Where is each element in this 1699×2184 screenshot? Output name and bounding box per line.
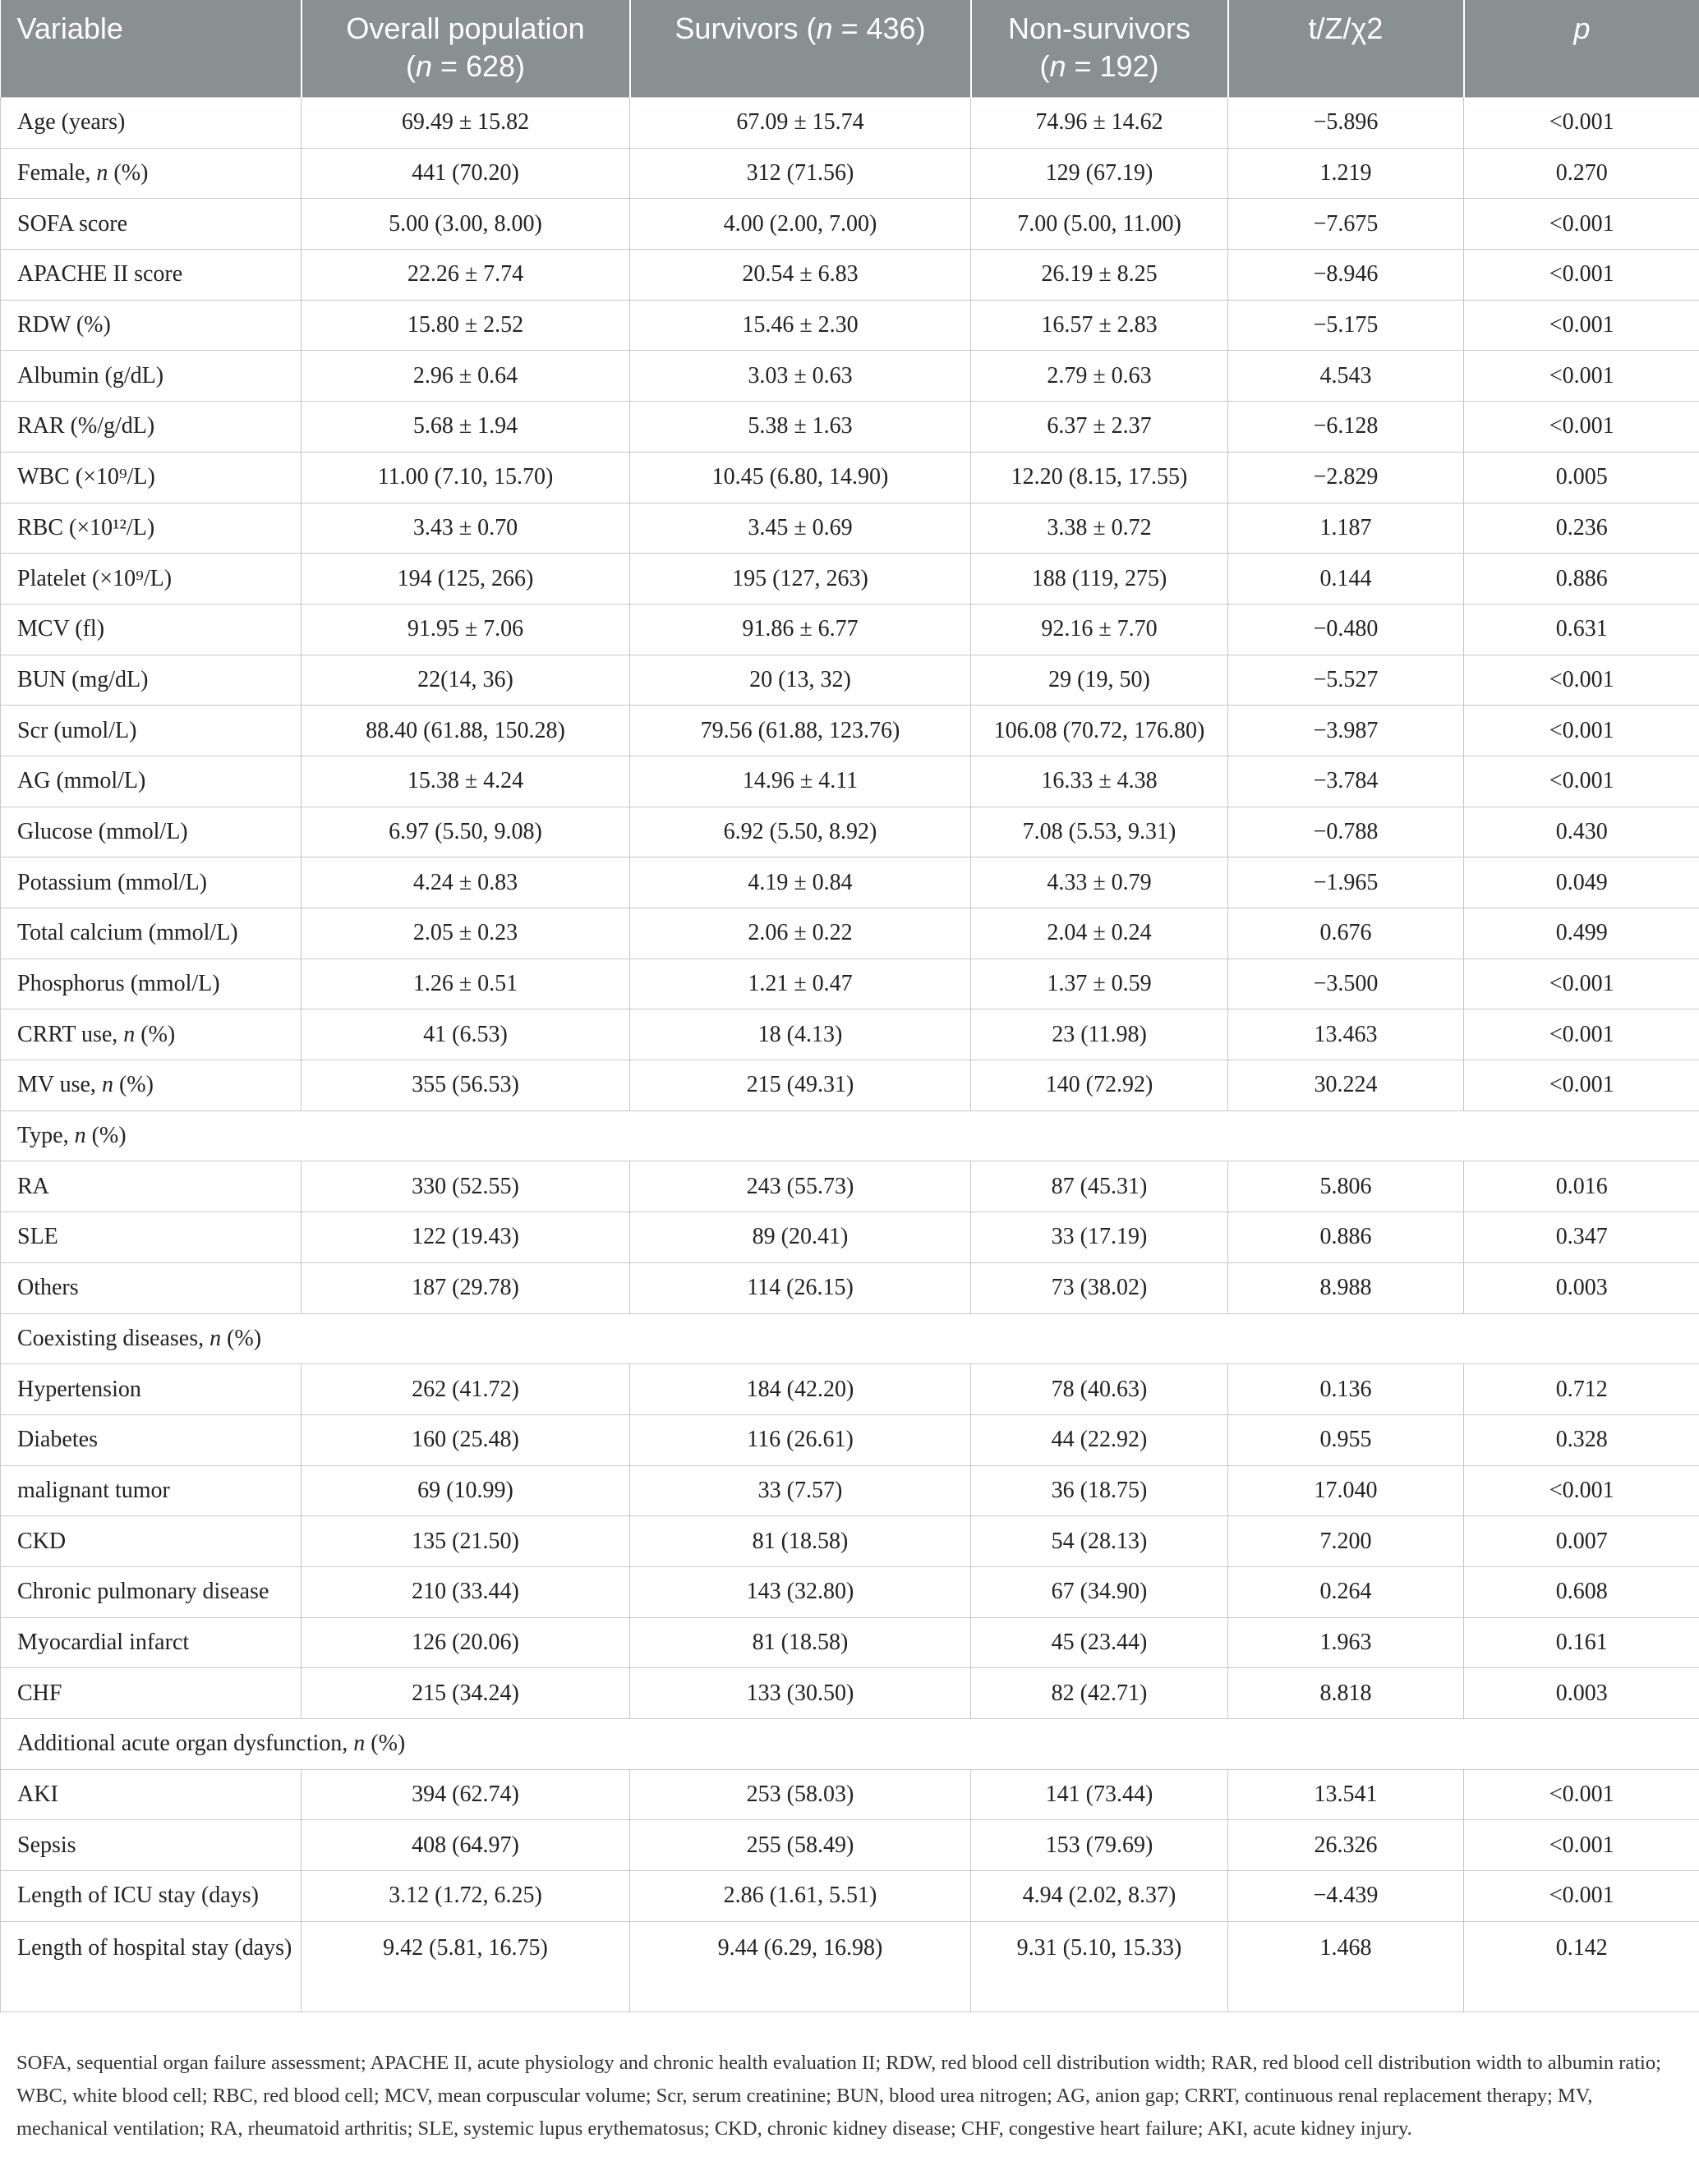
cell-overall: 408 (64.97) (302, 1820, 630, 1871)
cell-non-survivors: 74.96 ± 14.62 (971, 98, 1228, 149)
cell-p-value: 0.049 (1464, 858, 1699, 908)
cell-variable: Chronic pulmonary disease (1, 1566, 302, 1617)
cell-statistic: 0.136 (1228, 1364, 1464, 1415)
cell-p-value: 0.608 (1464, 1566, 1699, 1617)
cell-non-survivors: 29 (19, 50) (971, 655, 1228, 706)
cell-statistic: −7.675 (1228, 199, 1464, 250)
cell-variable: BUN (mg/dL) (1, 655, 302, 706)
cell-survivors: 18 (4.13) (630, 1009, 971, 1060)
cell-non-survivors: 78 (40.63) (971, 1364, 1228, 1415)
cell-overall: 3.12 (1.72, 6.25) (302, 1871, 630, 1922)
cell-variable: Others (1, 1262, 302, 1313)
cell-p-value: 0.328 (1464, 1414, 1699, 1465)
cell-variable: Female, n (%) (1, 148, 302, 199)
table-row (1, 1516, 1699, 1567)
cell-variable: Length of ICU stay (days) (1, 1871, 302, 1922)
cell-survivors: 9.44 (6.29, 16.98) (630, 1921, 971, 2012)
table-row (1, 250, 1699, 301)
cell-overall: 9.42 (5.81, 16.75) (302, 1921, 630, 2012)
cell-variable: Length of hospital stay (days) (1, 1921, 302, 2012)
cell-p-value: 0.499 (1464, 908, 1699, 959)
cell-statistic: −6.128 (1228, 402, 1464, 453)
cell-p-value: 0.631 (1464, 604, 1699, 655)
header-non-survivors-line1: Non-survivors (1007, 11, 1191, 45)
table-row (1, 1364, 1699, 1415)
cell-statistic: −3.500 (1228, 959, 1464, 1009)
table-row (1, 959, 1699, 1009)
cell-survivors: 143 (32.80) (630, 1566, 971, 1617)
cell-p-value: 0.003 (1464, 1262, 1699, 1313)
cell-non-survivors: 33 (17.19) (971, 1212, 1228, 1263)
cell-overall: 91.95 ± 7.06 (302, 604, 630, 655)
cell-overall: 1.26 ± 0.51 (302, 959, 630, 1009)
cell-variable: SOFA score (1, 199, 302, 250)
cell-p-value: <0.001 (1464, 300, 1699, 351)
table-row (1, 554, 1699, 605)
cell-overall: 15.80 ± 2.52 (302, 300, 630, 351)
cell-p-value: <0.001 (1464, 199, 1699, 250)
table-group-row (1, 1110, 1699, 1161)
cell-variable: MV use, n (%) (1, 1060, 302, 1111)
table-row (1, 452, 1699, 503)
header-overall (302, 0, 630, 98)
cell-non-survivors: 2.79 ± 0.63 (971, 351, 1228, 402)
cell-statistic: −5.527 (1228, 655, 1464, 706)
cell-overall: 2.05 ± 0.23 (302, 908, 630, 959)
table-row (1, 402, 1699, 453)
cell-survivors: 3.03 ± 0.63 (630, 351, 971, 402)
cell-p-value: <0.001 (1464, 1871, 1699, 1922)
cell-p-value: <0.001 (1464, 706, 1699, 756)
cell-statistic: −0.480 (1228, 604, 1464, 655)
cell-statistic: −0.788 (1228, 807, 1464, 858)
cell-statistic: −1.965 (1228, 858, 1464, 908)
cell-survivors: 91.86 ± 6.77 (630, 604, 971, 655)
cell-variable: Platelet (×10⁹/L) (1, 554, 302, 605)
cell-statistic: −5.896 (1228, 98, 1464, 149)
cell-variable: CHF (1, 1668, 302, 1719)
cell-non-survivors: 1.37 ± 0.59 (971, 959, 1228, 1009)
cell-statistic: 1.468 (1228, 1921, 1464, 2012)
cell-overall: 22(14, 36) (302, 655, 630, 706)
cell-variable: Phosphorus (mmol/L) (1, 959, 302, 1009)
cell-p-value: <0.001 (1464, 351, 1699, 402)
cell-statistic: −2.829 (1228, 452, 1464, 503)
cell-survivors: 1.21 ± 0.47 (630, 959, 971, 1009)
table-row (1, 807, 1699, 858)
table-row (1, 1871, 1699, 1922)
cell-statistic: 0.676 (1228, 908, 1464, 959)
cell-non-survivors: 6.37 ± 2.37 (971, 402, 1228, 453)
cell-variable: MCV (fl) (1, 604, 302, 655)
cell-p-value: <0.001 (1464, 402, 1699, 453)
cell-survivors: 255 (58.49) (630, 1820, 971, 1871)
cell-survivors: 4.19 ± 0.84 (630, 858, 971, 908)
cell-non-survivors: 16.33 ± 4.38 (971, 756, 1228, 807)
cell-overall: 210 (33.44) (302, 1566, 630, 1617)
cell-variable: Glucose (mmol/L) (1, 807, 302, 858)
cell-p-value: <0.001 (1464, 1009, 1699, 1060)
cell-overall: 15.38 ± 4.24 (302, 756, 630, 807)
cell-p-value: 0.003 (1464, 1668, 1699, 1719)
cell-variable: RBC (×10¹²/L) (1, 503, 302, 554)
table-row (1, 756, 1699, 807)
cell-p-value: 0.007 (1464, 1516, 1699, 1567)
cell-statistic: 1.187 (1228, 503, 1464, 554)
cell-variable: Potassium (mmol/L) (1, 858, 302, 908)
cell-statistic: −4.439 (1228, 1871, 1464, 1922)
cell-non-survivors: 4.33 ± 0.79 (971, 858, 1228, 908)
cell-statistic: 0.144 (1228, 554, 1464, 605)
cell-survivors: 81 (18.58) (630, 1516, 971, 1567)
cell-statistic: 30.224 (1228, 1060, 1464, 1111)
header-p-value: p (1464, 0, 1699, 98)
cell-statistic: 5.806 (1228, 1161, 1464, 1212)
cell-survivors: 10.45 (6.80, 14.90) (630, 452, 971, 503)
cell-non-survivors: 7.08 (5.53, 9.31) (971, 807, 1228, 858)
cell-p-value: 0.712 (1464, 1364, 1699, 1415)
cell-non-survivors: 26.19 ± 8.25 (971, 250, 1228, 301)
cell-variable: Myocardial infarct (1, 1617, 302, 1668)
cell-overall: 22.26 ± 7.74 (302, 250, 630, 301)
cell-non-survivors: 92.16 ± 7.70 (971, 604, 1228, 655)
table-row (1, 1566, 1699, 1617)
cell-survivors: 15.46 ± 2.30 (630, 300, 971, 351)
cell-p-value: <0.001 (1464, 98, 1699, 149)
cell-variable: Age (years) (1, 98, 302, 149)
cell-non-survivors: 73 (38.02) (971, 1262, 1228, 1313)
header-survivors: Survivors (n = 436) (630, 0, 971, 98)
cell-statistic: 7.200 (1228, 1516, 1464, 1567)
cell-statistic: −3.987 (1228, 706, 1464, 756)
group-label: Additional acute organ dysfunction, n (%) (1, 1719, 1699, 1770)
cell-non-survivors: 82 (42.71) (971, 1668, 1228, 1719)
cell-survivors: 133 (30.50) (630, 1668, 971, 1719)
cell-overall: 330 (52.55) (302, 1161, 630, 1212)
cell-non-survivors: 141 (73.44) (971, 1769, 1228, 1820)
cell-variable: Diabetes (1, 1414, 302, 1465)
cell-statistic: −8.946 (1228, 250, 1464, 301)
table-row (1, 1769, 1699, 1820)
cell-overall: 69 (10.99) (302, 1465, 630, 1516)
cell-variable: RA (1, 1161, 302, 1212)
cell-overall: 5.68 ± 1.94 (302, 402, 630, 453)
cell-p-value: 0.886 (1464, 554, 1699, 605)
cell-statistic: −5.175 (1228, 300, 1464, 351)
table-row (1, 655, 1699, 706)
table-row (1, 148, 1699, 199)
cell-statistic: 26.326 (1228, 1820, 1464, 1871)
cell-variable: CRRT use, n (%) (1, 1009, 302, 1060)
cell-overall: 4.24 ± 0.83 (302, 858, 630, 908)
cell-p-value: <0.001 (1464, 1465, 1699, 1516)
cell-variable: AKI (1, 1769, 302, 1820)
cell-p-value: <0.001 (1464, 756, 1699, 807)
cell-p-value: 0.430 (1464, 807, 1699, 858)
table-row (1, 1414, 1699, 1465)
cell-non-survivors: 54 (28.13) (971, 1516, 1228, 1567)
cell-statistic: −3.784 (1228, 756, 1464, 807)
cell-statistic: 8.818 (1228, 1668, 1464, 1719)
table-row (1, 1212, 1699, 1263)
cell-non-survivors: 129 (67.19) (971, 148, 1228, 199)
cell-statistic: 4.543 (1228, 351, 1464, 402)
cell-non-survivors: 44 (22.92) (971, 1414, 1228, 1465)
table-row (1, 706, 1699, 756)
table-row (1, 199, 1699, 250)
cell-overall: 355 (56.53) (302, 1060, 630, 1111)
table-row (1, 300, 1699, 351)
cell-overall: 187 (29.78) (302, 1262, 630, 1313)
cell-survivors: 243 (55.73) (630, 1161, 971, 1212)
cell-overall: 6.97 (5.50, 9.08) (302, 807, 630, 858)
cell-non-survivors: 2.04 ± 0.24 (971, 908, 1228, 959)
cell-statistic: 0.955 (1228, 1414, 1464, 1465)
cell-non-survivors: 16.57 ± 2.83 (971, 300, 1228, 351)
table-group-row (1, 1719, 1699, 1770)
cell-variable: RDW (%) (1, 300, 302, 351)
cell-overall: 41 (6.53) (302, 1009, 630, 1060)
cell-survivors: 312 (71.56) (630, 148, 971, 199)
cell-survivors: 215 (49.31) (630, 1060, 971, 1111)
table-group-row (1, 1313, 1699, 1364)
cell-survivors: 81 (18.58) (630, 1617, 971, 1668)
cell-p-value: <0.001 (1464, 1820, 1699, 1871)
cell-overall: 215 (34.24) (302, 1668, 630, 1719)
cell-non-survivors: 140 (72.92) (971, 1060, 1228, 1111)
cell-survivors: 14.96 ± 4.11 (630, 756, 971, 807)
cell-p-value: <0.001 (1464, 250, 1699, 301)
cell-overall: 394 (62.74) (302, 1769, 630, 1820)
cell-variable: Albumin (g/dL) (1, 351, 302, 402)
table-row (1, 503, 1699, 554)
cell-p-value: <0.001 (1464, 1060, 1699, 1111)
cell-variable: malignant tumor (1, 1465, 302, 1516)
cell-variable: RAR (%/g/dL) (1, 402, 302, 453)
table-row (1, 1161, 1699, 1212)
cell-overall: 11.00 (7.10, 15.70) (302, 452, 630, 503)
cell-overall: 441 (70.20) (302, 148, 630, 199)
cell-p-value: 0.005 (1464, 452, 1699, 503)
cell-overall: 2.96 ± 0.64 (302, 351, 630, 402)
group-label: Coexisting diseases, n (%) (1, 1313, 1699, 1364)
group-label: Type, n (%) (1, 1110, 1699, 1161)
table-row (1, 604, 1699, 655)
cell-variable: CKD (1, 1516, 302, 1567)
table-row (1, 1668, 1699, 1719)
table-row (1, 1921, 1699, 2012)
cell-survivors: 5.38 ± 1.63 (630, 402, 971, 453)
cell-overall: 122 (19.43) (302, 1212, 630, 1263)
table-row (1, 98, 1699, 149)
table-row (1, 1009, 1699, 1060)
cell-non-survivors: 153 (79.69) (971, 1820, 1228, 1871)
table-row (1, 1820, 1699, 1871)
header-non-survivors (971, 0, 1228, 98)
cell-non-survivors: 67 (34.90) (971, 1566, 1228, 1617)
cell-survivors: 89 (20.41) (630, 1212, 971, 1263)
cell-survivors: 20 (13, 32) (630, 655, 971, 706)
cell-variable: Total calcium (mmol/L) (1, 908, 302, 959)
cell-non-survivors: 106.08 (70.72, 176.80) (971, 706, 1228, 756)
cell-survivors: 195 (127, 263) (630, 554, 971, 605)
table-body (1, 98, 1699, 2012)
cell-p-value: 0.347 (1464, 1212, 1699, 1263)
cell-overall: 194 (125, 266) (302, 554, 630, 605)
cell-non-survivors: 9.31 (5.10, 15.33) (971, 1921, 1228, 2012)
cell-variable: SLE (1, 1212, 302, 1263)
cell-overall: 5.00 (3.00, 8.00) (302, 199, 630, 250)
cell-p-value: <0.001 (1464, 959, 1699, 1009)
cell-variable: AG (mmol/L) (1, 756, 302, 807)
cell-survivors: 116 (26.61) (630, 1414, 971, 1465)
cell-non-survivors: 12.20 (8.15, 17.55) (971, 452, 1228, 503)
cell-survivors: 114 (26.15) (630, 1262, 971, 1313)
cell-overall: 262 (41.72) (302, 1364, 630, 1415)
cell-p-value: 0.161 (1464, 1617, 1699, 1668)
table-row (1, 1262, 1699, 1313)
cell-p-value: 0.016 (1464, 1161, 1699, 1212)
cell-overall: 3.43 ± 0.70 (302, 503, 630, 554)
cell-survivors: 20.54 ± 6.83 (630, 250, 971, 301)
table-header (1, 0, 1699, 98)
cell-non-survivors: 87 (45.31) (971, 1161, 1228, 1212)
cell-p-value: 0.142 (1464, 1921, 1699, 2012)
cell-survivors: 253 (58.03) (630, 1769, 971, 1820)
header-statistic: t/Z/χ2 (1228, 0, 1464, 98)
header-overall-line2: (n = 628) (405, 49, 526, 83)
cell-non-survivors: 36 (18.75) (971, 1465, 1228, 1516)
cell-statistic: 0.886 (1228, 1212, 1464, 1263)
cell-non-survivors: 23 (11.98) (971, 1009, 1228, 1060)
header-variable: Variable (1, 0, 302, 98)
header-row (1, 0, 1699, 98)
table-footnote: SOFA, sequential organ failure assessment; APACHE II, acute physiology and chronic health evaluation II; RDW, red blood cell distribution width; RAR, red blood cell distribution width to albumin ratio; WBC, white blood cell; RBC, red blood cell; MCV, mean corpuscular volume; Scr, serum creatinine; BUN, blood urea nitrogen; AG, anion gap; CRRT, continuous renal replacement therapy; MV, mechanical ventilation; RA, rheumatoid arthritis; SLE, systemic lupus erythematosus; CKD, chronic kidney disease; CHF, congestive heart failure; AKI, acute kidney injury. (16, 2051, 1661, 2140)
cell-statistic: 0.264 (1228, 1566, 1464, 1617)
cell-survivors: 33 (7.57) (630, 1465, 971, 1516)
cell-survivors: 2.06 ± 0.22 (630, 908, 971, 959)
cell-survivors: 4.00 (2.00, 7.00) (630, 199, 971, 250)
cell-survivors: 79.56 (61.88, 123.76) (630, 706, 971, 756)
cell-p-value: 0.236 (1464, 503, 1699, 554)
cell-variable: WBC (×10⁹/L) (1, 452, 302, 503)
table-row (1, 351, 1699, 402)
cell-statistic: 1.963 (1228, 1617, 1464, 1668)
cell-non-survivors: 188 (119, 275) (971, 554, 1228, 605)
cell-variable: Scr (umol/L) (1, 706, 302, 756)
cell-survivors: 67.09 ± 15.74 (630, 98, 971, 149)
cell-survivors: 6.92 (5.50, 8.92) (630, 807, 971, 858)
cell-p-value: 0.270 (1464, 148, 1699, 199)
cell-p-value: <0.001 (1464, 1769, 1699, 1820)
cell-statistic: 13.541 (1228, 1769, 1464, 1820)
cell-survivors: 3.45 ± 0.69 (630, 503, 971, 554)
table-row (1, 1617, 1699, 1668)
table-row (1, 908, 1699, 959)
cell-statistic: 1.219 (1228, 148, 1464, 199)
cell-variable: Hypertension (1, 1364, 302, 1415)
cell-variable: Sepsis (1, 1820, 302, 1871)
table-row (1, 1465, 1699, 1516)
cell-overall: 135 (21.50) (302, 1516, 630, 1567)
table-row (1, 858, 1699, 908)
cell-overall: 160 (25.48) (302, 1414, 630, 1465)
cell-overall: 126 (20.06) (302, 1617, 630, 1668)
header-overall-line1: Overall population (346, 11, 585, 45)
cell-statistic: 17.040 (1228, 1465, 1464, 1516)
cell-statistic: 8.988 (1228, 1262, 1464, 1313)
cell-survivors: 184 (42.20) (630, 1364, 971, 1415)
cell-non-survivors: 4.94 (2.02, 8.37) (971, 1871, 1228, 1922)
cell-variable: APACHE II score (1, 250, 302, 301)
header-non-survivors-line2: (n = 192) (1039, 49, 1159, 83)
cell-overall: 88.40 (61.88, 150.28) (302, 706, 630, 756)
cell-overall: 69.49 ± 15.82 (302, 98, 630, 149)
cell-survivors: 2.86 (1.61, 5.51) (630, 1871, 971, 1922)
cell-statistic: 13.463 (1228, 1009, 1464, 1060)
cell-non-survivors: 45 (23.44) (971, 1617, 1228, 1668)
cell-p-value: <0.001 (1464, 655, 1699, 706)
cell-non-survivors: 7.00 (5.00, 11.00) (971, 199, 1228, 250)
table-row (1, 1060, 1699, 1111)
cell-non-survivors: 3.38 ± 0.72 (971, 503, 1228, 554)
